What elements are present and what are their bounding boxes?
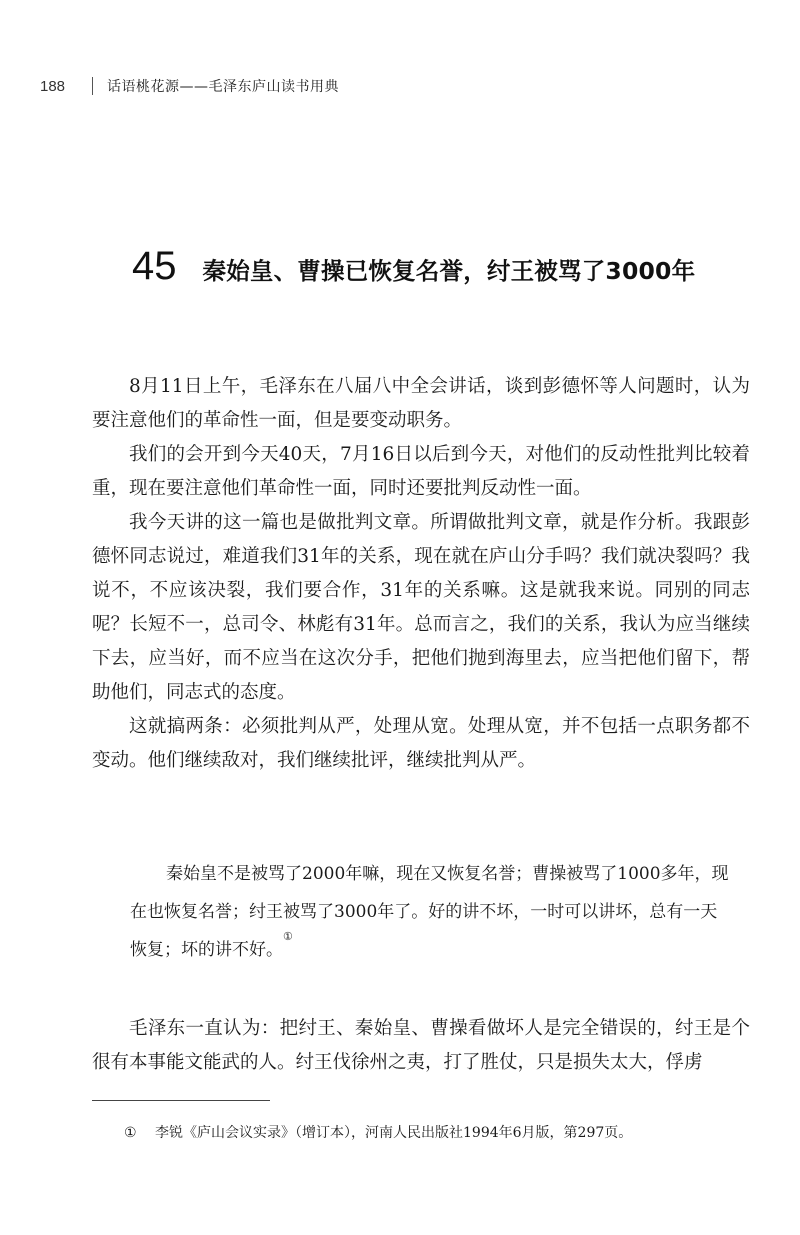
footnote-reference: ① xyxy=(283,930,293,943)
paragraph: 这就搞两条：必须批判从严，处理从宽。处理从宽，并不包括一点职务都不变动。他们继续敌对，我们继续批评，继续批判从严。 xyxy=(92,716,750,771)
paragraph: 我今天讲的这一篇也是做批判文章。所谓做批判文章，就是作分析。我跟彭德怀同志说过，难道我们31年的关系，现在就在庐山分手吗？我们就决裂吗？我说不，不应该决裂，我们要合作，31年的关系嘛。这是就我来说。同别的同志呢？长短不一，总司令、林彪有31年。总而言之，我们的关系，我认为应当继续下去，应当好，而不应当在这次分手，把他们抛到海里去，应当把他们留下，帮助他们，同志式的态度。 xyxy=(92,512,750,703)
footnote-mark: ① xyxy=(124,1125,137,1141)
page-number: 188 xyxy=(40,77,66,95)
footnote xyxy=(124,1122,632,1142)
body-text xyxy=(92,370,750,778)
header-divider xyxy=(92,77,93,95)
running-header xyxy=(40,74,339,98)
book-title: 话语桃花源——毛泽东庐山读书用典 xyxy=(107,79,339,95)
footnote-rule xyxy=(92,1100,270,1101)
block-quote xyxy=(130,855,730,969)
chapter-number: 45 xyxy=(132,244,177,288)
body-text-continued xyxy=(92,1012,750,1080)
quote-paragraph xyxy=(130,855,730,969)
paragraph: 毛泽东一直认为：把纣王、秦始皇、曹操看做坏人是完全错误的，纣王是个很有本事能文能武的人。纣王伐徐州之夷，打了胜仗，只是损失太大，俘虏 xyxy=(92,1018,750,1073)
quote-text: 秦始皇不是被骂了2000年嘛，现在又恢复名誉；曹操被骂了1000多年，现在也恢复名誉；纣王被骂了3000年了。好的讲不坏，一时可以讲坏，总有一天恢复；坏的讲不好。 xyxy=(130,864,729,960)
footnote-text: 李锐《庐山会议实录》（增订本），河南人民出版社1994年6月版，第297页。 xyxy=(155,1125,633,1141)
chapter-heading xyxy=(132,244,695,289)
paragraph: 我们的会开到今天40天，7月16日以后到今天，对他们的反动性批判比较着重，现在要注意他们革命性一面，同时还要批判反动性一面。 xyxy=(92,444,750,499)
chapter-title: 秦始皇、曹操已恢复名誉，纣王被骂了3000年 xyxy=(202,257,696,285)
paragraph: 8月11日上午，毛泽东在八届八中全会讲话，谈到彭德怀等人问题时，认为要注意他们的革命性一面，但是要变动职务。 xyxy=(92,376,750,431)
